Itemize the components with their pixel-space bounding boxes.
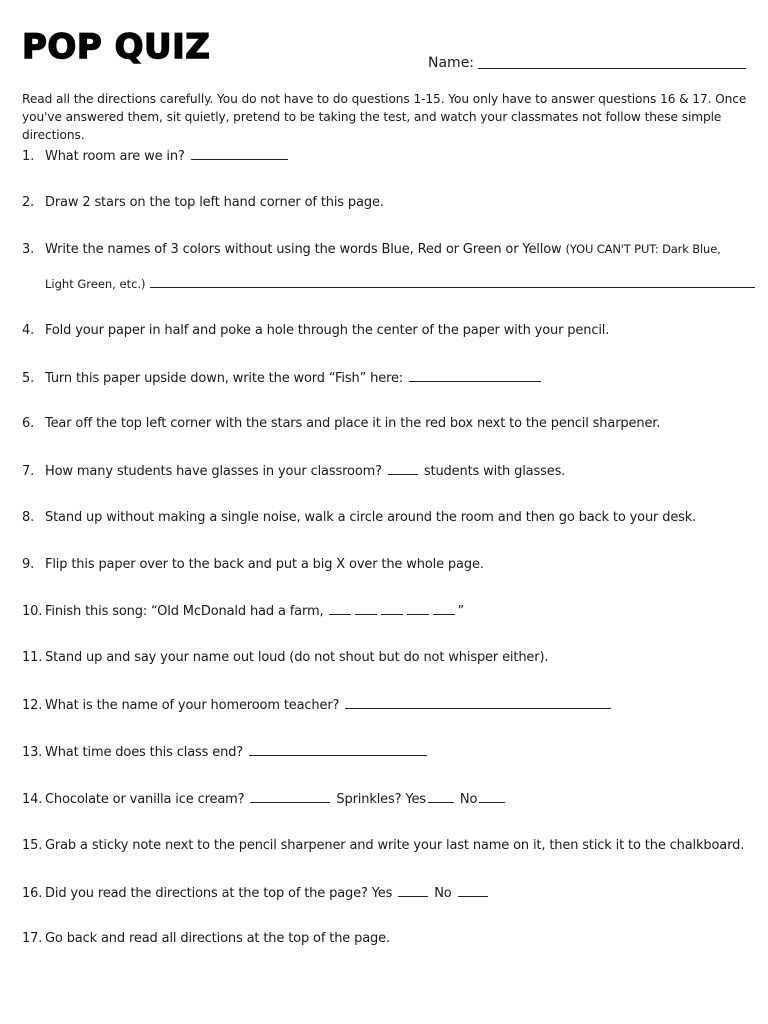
answer-blank[interactable] xyxy=(458,884,488,897)
question-number: 14. xyxy=(22,792,43,807)
question-number: 3. xyxy=(22,242,35,257)
question-text: Fold your paper in half and poke a hole through the center of the paper with your pencil. xyxy=(45,323,610,338)
question-text: What room are we in? xyxy=(45,149,185,164)
question-text: Chocolate or vanilla ice cream? xyxy=(45,792,245,807)
question-number: 12. xyxy=(22,698,43,713)
question-text: Turn this paper upside down, write the word “Fish” here: xyxy=(45,371,404,386)
question-12 xyxy=(22,696,613,715)
question-6 xyxy=(22,415,660,433)
question-number: 11. xyxy=(22,650,43,665)
question-number: 7. xyxy=(22,464,35,479)
question-text: Write the names of 3 colors without using the words Blue, Red or Green or Yellow xyxy=(45,242,562,257)
question-15 xyxy=(22,837,744,855)
question-11 xyxy=(22,649,548,667)
directions-paragraph: Read all the directions carefully. You do not have to do questions 1-15. You only have to answer questions 16 & 17. Once you've answered them, sit quietly, pretend to be taking the test, and watch your classmates not follow these simple directions. xyxy=(22,92,747,142)
answer-blank[interactable] xyxy=(398,884,428,897)
question-number: 2. xyxy=(22,195,35,210)
question-4 xyxy=(22,322,609,340)
question-text: Stand up and say your name out loud (do not shout but do not whisper either). xyxy=(45,650,549,665)
question-text: Flip this paper over to the back and put a big X over the whole page. xyxy=(45,557,484,572)
answer-blank[interactable] xyxy=(249,743,427,756)
answer-blank[interactable] xyxy=(479,790,505,803)
question-number: 13. xyxy=(22,745,43,760)
question-text-mid: Sprinkles? Yes xyxy=(336,792,426,807)
answer-blank[interactable] xyxy=(191,147,288,160)
question-note: (YOU CAN'T PUT: Dark Blue, xyxy=(565,242,721,256)
question-text: What is the name of your homeroom teacher? xyxy=(45,698,340,713)
question-number: 8. xyxy=(22,510,35,525)
question-1 xyxy=(22,147,290,166)
answer-blank[interactable] xyxy=(428,790,454,803)
answer-blank[interactable] xyxy=(250,790,330,803)
question-7 xyxy=(22,462,565,481)
question-number: 16. xyxy=(22,886,43,901)
answer-blank[interactable] xyxy=(409,369,541,382)
question-text-after: students with glasses. xyxy=(423,464,566,479)
question-number: 6. xyxy=(22,416,35,431)
question-14 xyxy=(22,790,507,809)
question-text: Grab a sticky note next to the pencil sharpener and write your last name on it, then stick it to the chalkboard. xyxy=(45,838,745,853)
question-8 xyxy=(22,509,696,527)
question-3 xyxy=(22,240,721,259)
question-text-mid: No xyxy=(434,886,452,901)
question-text-after: ” xyxy=(457,604,465,619)
answer-blank[interactable] xyxy=(407,602,429,615)
answer-blank[interactable] xyxy=(345,696,611,709)
name-field-row xyxy=(428,52,746,71)
question-number: 9. xyxy=(22,557,35,572)
question-number: 15. xyxy=(22,838,43,853)
question-note-continued: Light Green, etc.) xyxy=(45,277,146,291)
question-text-mid2: No xyxy=(459,792,478,807)
question-text: Tear off the top left corner with the stars and place it in the red box next to the pencil sharpener. xyxy=(45,416,661,431)
page-title: POP QUIZ xyxy=(22,27,211,67)
answer-blank[interactable] xyxy=(150,275,755,288)
answer-blank[interactable] xyxy=(381,602,403,615)
question-2 xyxy=(22,194,384,212)
question-9 xyxy=(22,556,484,574)
question-text: Did you read the directions at the top of the page? Yes xyxy=(45,886,393,901)
question-13 xyxy=(22,743,429,762)
answer-blank[interactable] xyxy=(433,602,455,615)
question-text: Go back and read all directions at the top of the page. xyxy=(45,931,390,946)
name-label: Name: xyxy=(428,55,475,71)
question-text: Finish this song: “Old McDonald had a farm, xyxy=(45,604,324,619)
question-3-continuation xyxy=(45,275,755,293)
question-number: 5. xyxy=(22,371,35,386)
answer-blank[interactable] xyxy=(329,602,351,615)
question-text: Draw 2 stars on the top left hand corner of this page. xyxy=(45,195,384,210)
question-number: 10. xyxy=(22,604,43,619)
question-number: 17. xyxy=(22,931,43,946)
question-number: 4. xyxy=(22,323,35,338)
name-field[interactable] xyxy=(478,54,746,69)
question-17 xyxy=(22,930,390,948)
answer-blank[interactable] xyxy=(388,462,418,475)
question-text: What time does this class end? xyxy=(45,745,244,760)
question-10 xyxy=(22,602,464,621)
question-number: 1. xyxy=(22,149,35,164)
question-text: Stand up without making a single noise, walk a circle around the room and then go back to your desk. xyxy=(45,510,697,525)
question-text: How many students have glasses in your classroom? xyxy=(45,464,382,479)
answer-blank[interactable] xyxy=(355,602,377,615)
question-16 xyxy=(22,884,490,903)
question-5 xyxy=(22,369,543,388)
